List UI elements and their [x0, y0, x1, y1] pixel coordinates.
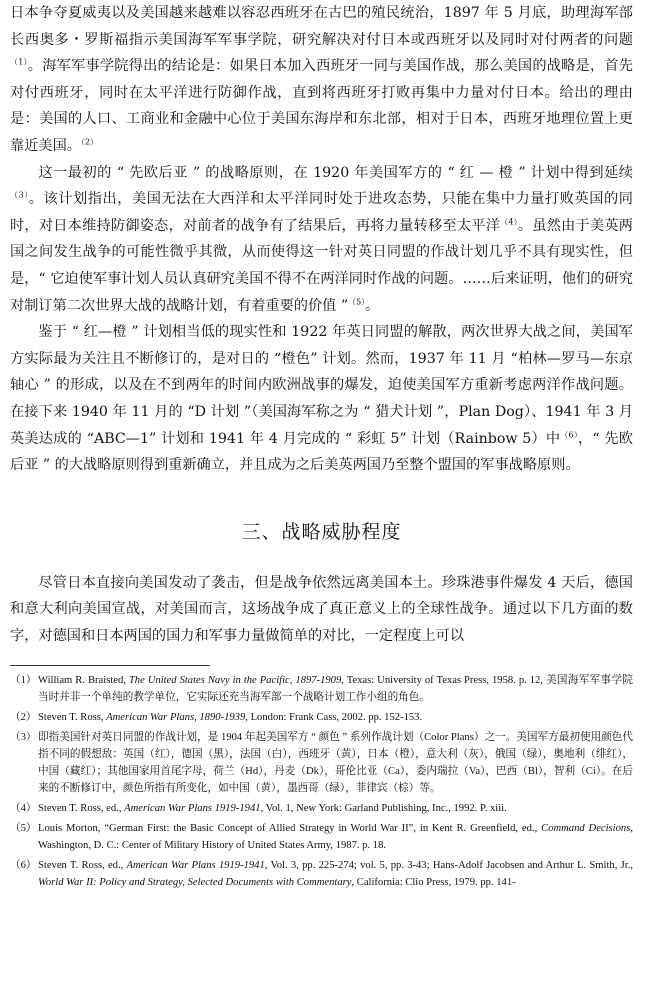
- body-text-top: [10, 0, 633, 479]
- footnote-part: Steven T. Ross,: [38, 712, 107, 724]
- footnote-title: American War Plans, 1890-1939: [106, 712, 246, 724]
- footnote-number: （6）: [10, 860, 37, 872]
- paragraph-text: 。该计划指出，美国无法在大西洋和太平洋同时处于进攻态势，只能在集中力量打败英国的同时，对日本维持防御姿态，对前者的战争有了结果后，再将力量转移至太平洋: [10, 191, 633, 234]
- paragraph-text: 。海军军事学院得出的结论是：如果日本加入西班牙一同与美国作战，那么美国的战略是，首先对付西班牙，同时在太平洋进行防御作战，直到将西班牙打败再集中力量对付日本。给出的理由是：美国的人口、工商业和金融中心位于美国东海岸和东北部，相对于日本，西班牙地理位置上更靠近美国。: [10, 58, 633, 154]
- paragraph-1: [10, 0, 633, 160]
- footnote-title: Command Decisions: [541, 823, 631, 835]
- footnote-part: Steven T. Ross, ed.,: [38, 803, 125, 815]
- footnote-part: Louis Morton, “German First: the Basic Concept of Allied Strategy in World War II”, in Kent R. Greenfield, ed.,: [38, 823, 542, 835]
- paragraph-2: [10, 160, 633, 320]
- footnote-part: , Washington, D. C.: Center of Military History of United States Army, 1987. p. 18.: [38, 823, 633, 852]
- footnote-ref-2: （2）: [80, 137, 99, 147]
- footnote-ref-1: （1）: [10, 57, 28, 67]
- footnote-text: [38, 709, 633, 726]
- footnote-6: [10, 857, 633, 891]
- paragraph-text: ，“ 先欧后亚 ” 的大战略原则得到重新确立，并且成为之后美英两国乃至整个盟国的军事战略原则。: [10, 430, 633, 474]
- footnote-number: （4）: [10, 803, 37, 815]
- body-text-after: [10, 570, 633, 650]
- footnote-ref-4: （4）: [500, 217, 518, 227]
- footnote-ref-6: （6）: [560, 429, 579, 439]
- paragraph-text: 这一最初的 “ 先欧后亚 ” 的战略原则，在 1920 年美国军方的 “ 红 — 橙 ” 计划中得到延续: [38, 164, 633, 181]
- footnote-ref-5: （5）: [348, 296, 366, 306]
- paragraph-text: 。虽然由于美英两国之间发生战争的可能性微乎其微，从而使得这一针对英日同盟的作战计划几乎不具有现实性，但是，“ 它迫使军事计划人员认真研究美国不得不在两洋同时作战的问题。……后来证明，他们的研究对制订第二次世界大战的战略计划，有着重要的价值 ”: [10, 217, 633, 314]
- paragraph-4: 尽管日本直接向美国发动了袭击，但是战争依然远离美国本土。珍珠港事件爆发 4 天后，德国和意大利向美国宣战，对美国而言，这场战争成了真正意义上的全球性战争。通过以下几方面的数字，对德国和日本两国的国力和军事力量做简单的对比，一定程度上可以: [10, 574, 633, 644]
- footnote-text: [38, 857, 633, 891]
- footnote-title: World War II: Policy and Strategy, Selected Documents with Commentary: [38, 877, 352, 889]
- paragraph-text: 。: [365, 297, 380, 314]
- footnote-2: [10, 709, 633, 726]
- footnote-part: , California: Clio Press, 1979. pp. 141-: [351, 877, 516, 889]
- paragraph-text: 日本争夺夏威夷以及美国越来越难以容忍西班牙在古巴的殖民统治，1897 年 5 月底，助理海军部长西奥多・罗斯福指示美国海军军事学院，研究解决对付日本或西班牙以及同时对付两者的问题: [10, 5, 633, 48]
- footnote-part: , Vol. 3, pp. 225-274; vol. 5, pp. 3-43; Hans-Adolf Jacobsen and Arthur L. Smith, Jr.,: [264, 860, 633, 872]
- footnote-part: William R. Braisted,: [38, 675, 129, 687]
- footnote-3: [10, 729, 633, 797]
- footnote-number: （5）: [10, 823, 37, 835]
- footnote-ref-3: （3）: [10, 190, 29, 200]
- footnote-number: （1）: [10, 675, 37, 687]
- footnote-part: Steven T. Ross, ed.,: [38, 860, 127, 872]
- footnote-number: （3）: [10, 732, 37, 744]
- footnote-1: [10, 672, 633, 706]
- paragraph-text: 鉴于 “ 红—橙 ” 计划相当低的现实性和 1922 年英日同盟的解散，两次世界大战之间，美国军方实际最为关注且不断修订的，是对日的 “橙色” 计划。然而，1937 年 11 月 “柏林—罗马—东京轴心 ” 的形成，以及在不到两年的时间内欧洲战事的爆发，迫使美国军方重新考虑两洋作战问题。在接下来 1940 年 11 月的 “D 计划 ”（美国海军称之为 “ 猎犬计划 ”，Plan Dog）、1941 年 3 月英美达成的 “ABC—1” 计划和 1941 年 4 月完成的 “ 彩虹 5” 计划（Rainbow 5）中: [10, 324, 633, 447]
- footnote-part: 即指美国针对英日同盟的作战计划，是 1904 年起美国军方 “ 颜色 ” 系列作战计划（Color Plans）之一。美国军方最初使用颜色代指不同的假想敌：英国（红），德国（黑），法国（白），西班牙（黄），日本（橙），意大利（灰），俄国（绿），奥地利（绯红），中国（藏红）；其他国家用首尾字母，荷兰（Hd），丹麦（Dk），哥伦比亚（Ca），委内瑞拉（Va），巴西（Bl），智利（Ci）。在后来的不断修订中，颜色所指有所变化，如中国（黄），墨西哥（绿），菲律宾（棕）等。: [38, 732, 633, 795]
- footnote-text: [38, 800, 633, 817]
- footnotes: [10, 672, 633, 891]
- section-heading: 三、战略威胁程度: [241, 520, 402, 543]
- footnote-title: The United States Navy in the Pacific, 1897-1909: [128, 675, 342, 687]
- footnote-number: （2）: [10, 712, 37, 724]
- footnote-4: [10, 800, 633, 817]
- footnote-title: American War Plans 1919-1941: [126, 860, 265, 872]
- footnote-5: [10, 820, 633, 854]
- footnote-text: [38, 820, 633, 854]
- footnote-text: [38, 672, 633, 706]
- footnote-part: , Texas: University of Texas Press, 1958. p. 12, 美国海军军事学院当时并非一个单纯的教学单位，它实际还充当海军部一个战略计划工作小组的角色。: [38, 675, 633, 704]
- footnote-part: , Vol. 1, New York: Garland Publishing, Inc., 1992. P. xiii.: [260, 803, 507, 815]
- footnote-divider: [10, 665, 210, 666]
- paragraph-3: [10, 319, 633, 479]
- footnote-title: American War Plans 1919-1941: [124, 803, 261, 815]
- footnote-part: , London: Frank Cass, 2002. pp. 152-153.: [245, 712, 423, 724]
- footnote-text: [38, 729, 633, 797]
